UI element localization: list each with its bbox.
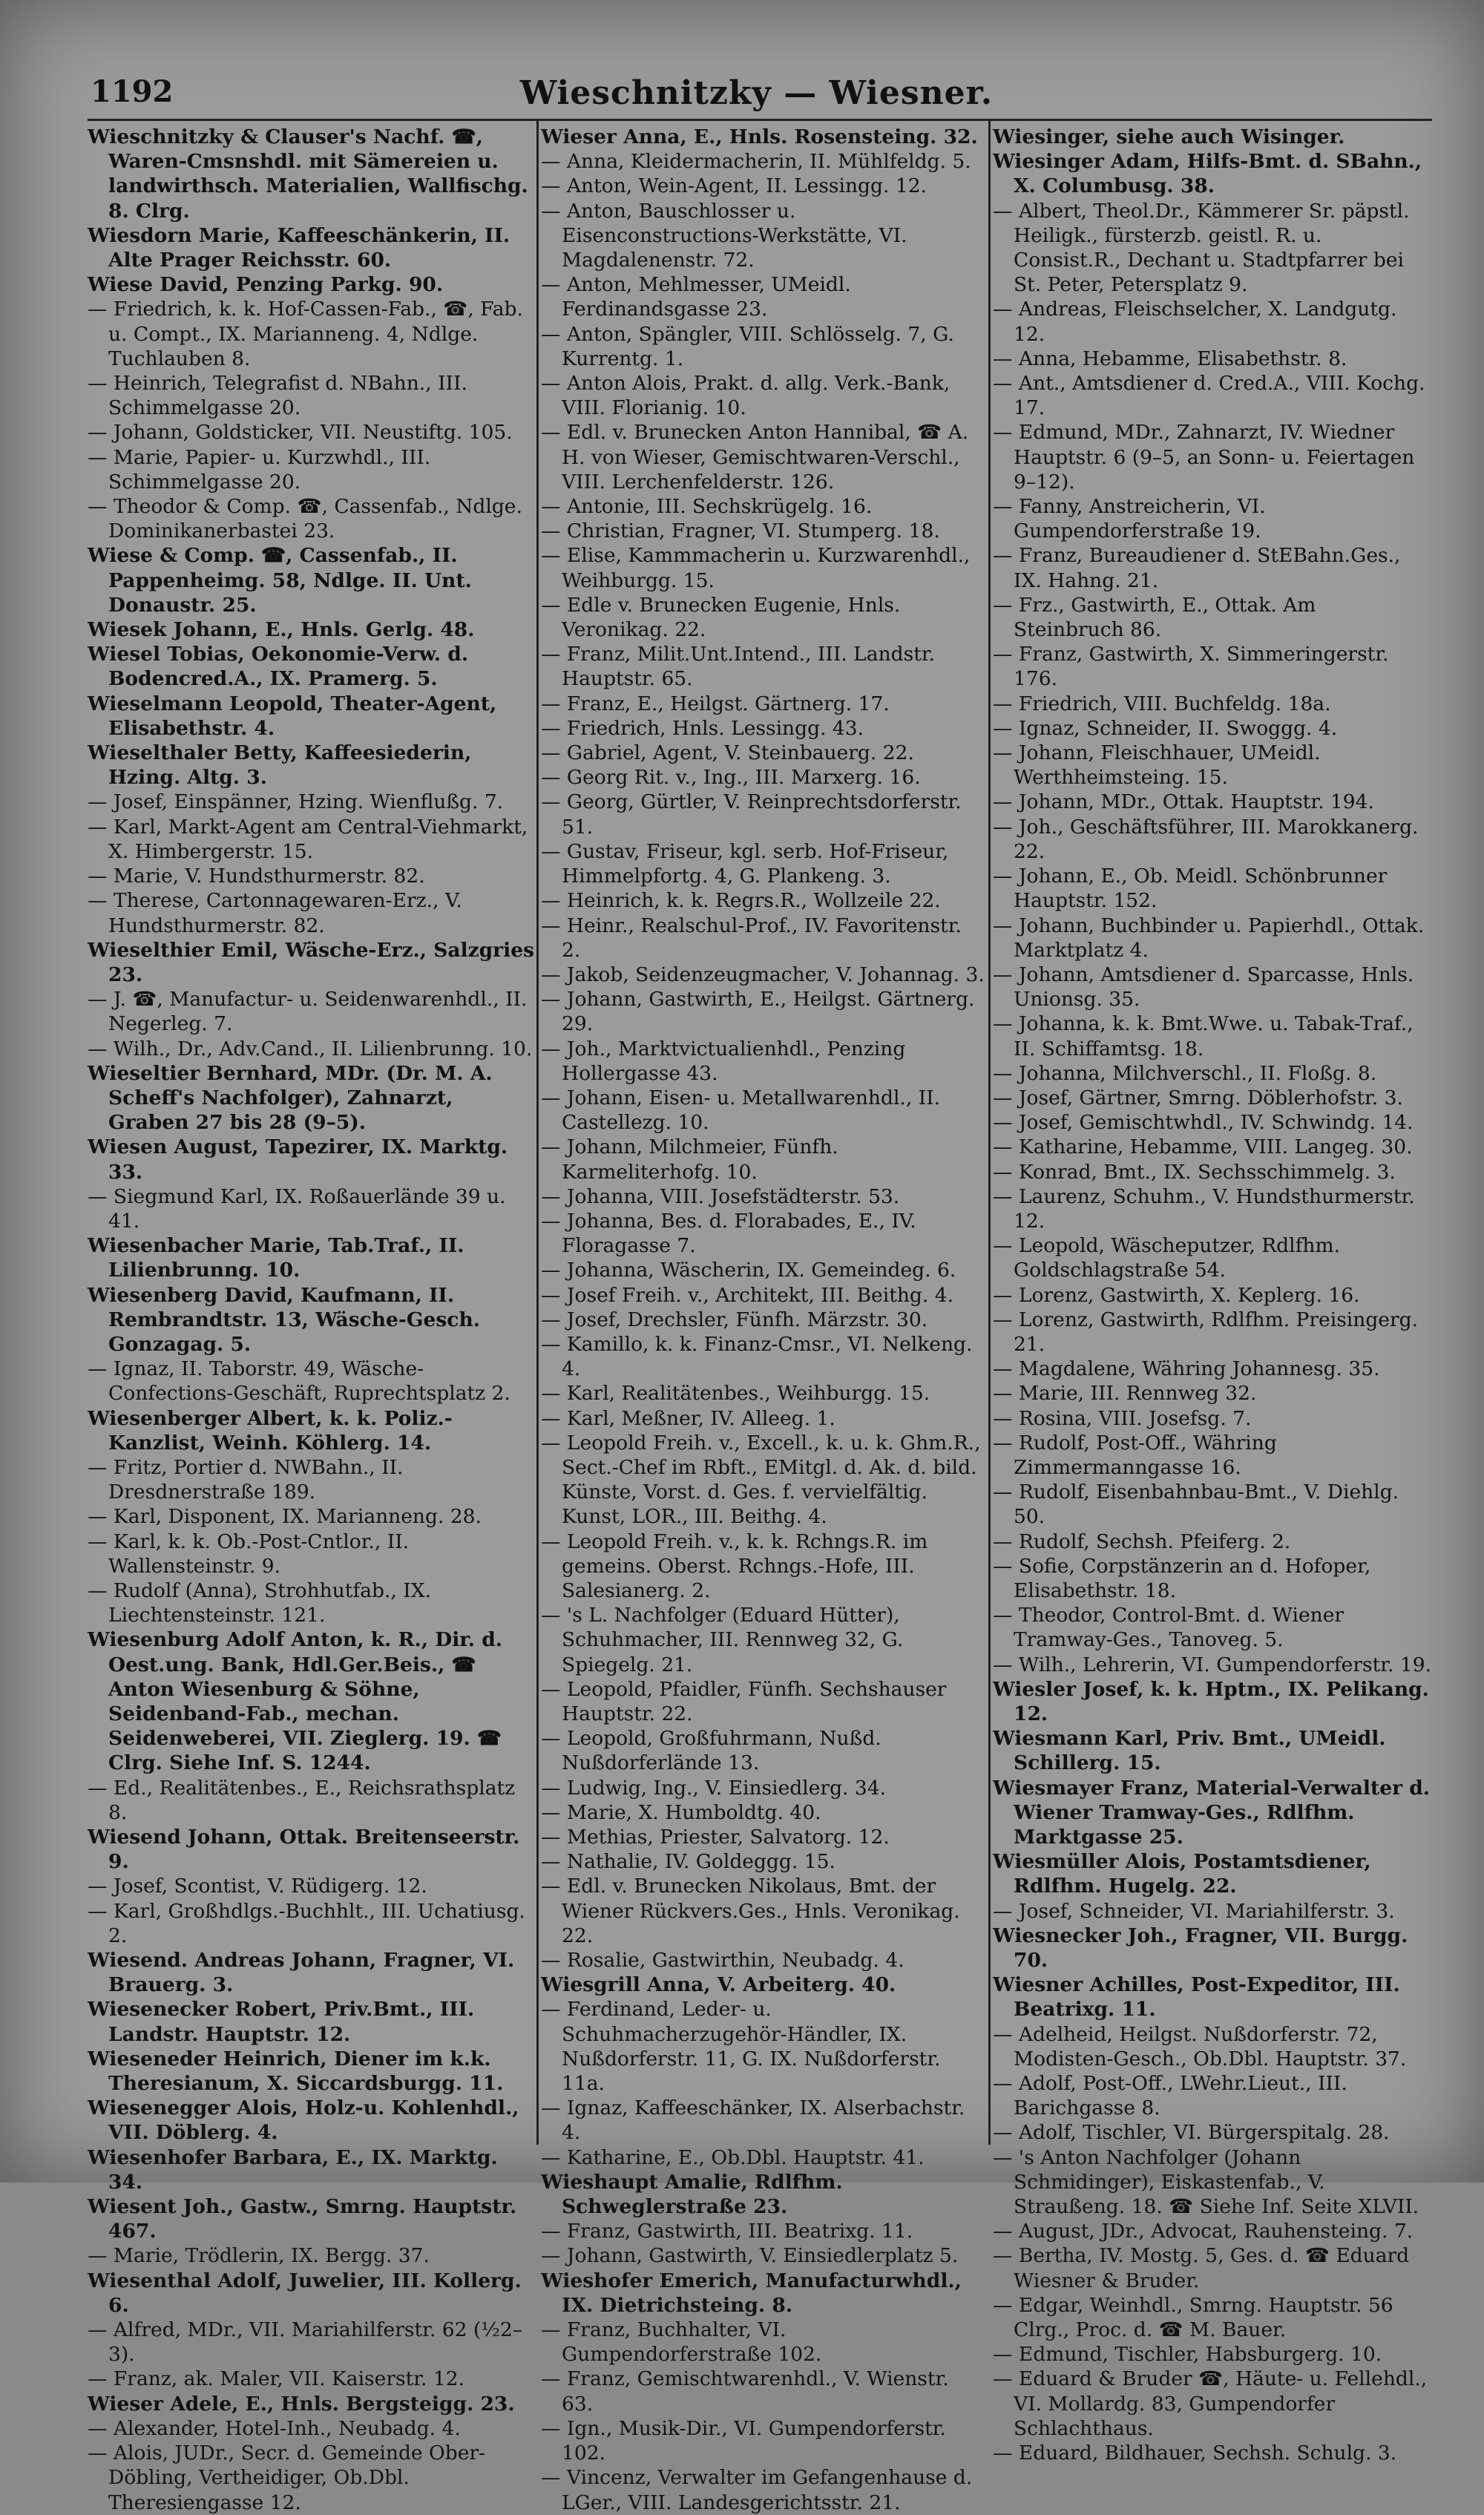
directory-entry: Wiesenhofer Barbara, E., IX. Marktg. 34. — [88, 2145, 498, 2194]
directory-entry: — Vincenz, Verwalter im Gefangenhause d. LGer., VIII. Landesgerichtsstr. 21. — [541, 2466, 973, 2514]
directory-entry: — Josef, Drechsler, Fünfh. Märzstr. 30. — [541, 1308, 928, 1331]
directory-entry: — Josef, Gärtner, Smrng. Döblerhofstr. 3. — [993, 1086, 1403, 1109]
directory-entry: Wiesinger, siehe auch Wisinger. — [993, 125, 1345, 148]
directory-entry: — Karl, Realitätenbes., Weihburgg. 15. — [541, 1382, 930, 1406]
directory-entry: — Josef, Gemischtwhdl., IV. Schwindg. 14. — [993, 1111, 1414, 1135]
directory-entry: — Bertha, IV. Mostg. 5, Ges. d. ☎ Eduard Wiesner & Bruder. — [993, 2244, 1410, 2292]
header-rule — [88, 119, 1432, 121]
directory-entry: — Edle v. Brunecken Eugenie, Hnls. Veronikag. 22. — [541, 593, 901, 642]
directory-entry: — 's Anton Nachfolger (Johann Schmidinger), Eiskastenfab., V. Straußeng. 18. ☎ Siehe Inf. Seite XLVII. — [993, 2145, 1419, 2219]
directory-entry: — Lorenz, Gastwirth, Rdlfhm. Preisingerg. 21. — [993, 1308, 1419, 1356]
directory-entry: Wieser Anna, E., Hnls. Rosensteing. 32. — [541, 125, 978, 148]
directory-entry: Wiesmann Karl, Priv. Bmt., UMeidl. Schillerg. 15. — [993, 1727, 1386, 1775]
directory-entry: Wiesmüller Alois, Postamtsdiener, Rdlfhm. Hugelg. 22. — [993, 1850, 1371, 1898]
directory-entry: — Georg Rit. v., Ing., III. Marxerg. 16. — [541, 766, 921, 790]
directory-entry: — Ludwig, Ing., V. Einsiedlerg. 34. — [541, 1776, 887, 1800]
directory-entry: — Karl, Meßner, IV. Alleeg. 1. — [541, 1406, 835, 1430]
directory-entry: — Josef Freih. v., Architekt, III. Beithg. 4. — [541, 1283, 954, 1307]
directory-entry: — Ed., Realitätenbes., E., Reichsrathsplatz 8. — [88, 1776, 516, 1824]
column-3 — [993, 125, 1432, 2465]
directory-entry: — Joh., Geschäftsführer, III. Marokkanerg. 22. — [993, 815, 1419, 863]
directory-entry: — Edmund, Tischler, Habsburgerg. 10. — [993, 2343, 1382, 2367]
directory-entry: Wiesnecker Joh., Fragner, VII. Burgg. 70. — [993, 1924, 1408, 1973]
directory-entry: — Heinrich, Telegrafist d. NBahn., III. Schimmelgasse 20. — [88, 372, 467, 420]
directory-entry: Wiesler Josef, k. k. Hptm., IX. Pelikang. 12. — [993, 1677, 1429, 1725]
directory-entry: — Friedrich, VIII. Buchfeldg. 18a. — [993, 692, 1331, 715]
directory-entry: Wiesenegger Alois, Holz-u. Kohlenhdl., VII. Döblerg. 4. — [88, 2096, 519, 2145]
directory-entry: Wieshaupt Amalie, Rdlfhm. Schweglerstraße 23. — [541, 2170, 843, 2219]
directory-entry: — Katharine, Hebamme, VIII. Langeg. 30. — [993, 1135, 1413, 1159]
column-divider-1 — [536, 119, 539, 2145]
directory-entry: — Frz., Gastwirth, E., Ottak. Am Steinbruch 86. — [993, 593, 1316, 642]
directory-entry: Wiesmayer Franz, Material-Verwalter d. Wiener Tramway-Ges., Rdlfhm. Marktgasse 25. — [993, 1776, 1431, 1849]
directory-entry: — Ign., Musik-Dir., VI. Gumpendorferstr. 102. — [541, 2416, 946, 2465]
directory-entry: Wieser Adele, E., Hnls. Bergsteigg. 23. — [88, 2392, 515, 2416]
directory-entry: — Johann, E., Ob. Meidl. Schönbrunner Hauptstr. 152. — [993, 865, 1388, 913]
directory-entry: — Johanna, Milchverschl., II. Floßg. 8. — [993, 1061, 1377, 1085]
directory-entry: — Anton Alois, Prakt. d. allg. Verk.-Bank, VIII. Florianig. 10. — [541, 372, 951, 420]
directory-entry: — Leopold Freih. v., k. k. Rchngs.R. im gemeins. Oberst. Rchngs.-Hofe, III. Salesianerg. 2. — [541, 1529, 928, 1602]
directory-entry: — Therese, Cartonnagewaren-Erz., V. Hundsthurmerstr. 82. — [88, 889, 462, 937]
directory-entry: — Gustav, Friseur, kgl. serb. Hof-Friseur, Himmelpfortg. 4, G. Plankeng. 3. — [541, 839, 949, 888]
directory-entry: — Johanna, k. k. Bmt.Wwe. u. Tabak-Traf., II. Schiffamtsg. 18. — [993, 1012, 1414, 1060]
directory-entry: — Laurenz, Schuhm., V. Hundsthurmerstr. 12. — [993, 1184, 1415, 1233]
directory-entry: — Edl. v. Brunecken Anton Hannibal, ☎ A. H. von Wieser, Gemischtwaren-Verschl., VIII. Lerchenfelderstr. 126. — [541, 421, 969, 494]
directory-entry: — Siegmund Karl, IX. Roßauerlände 39 u. 41. — [88, 1184, 506, 1233]
directory-entry: — Gabriel, Agent, V. Steinbauerg. 22. — [541, 741, 914, 765]
directory-entry: — Ant., Amtsdiener d. Cred.A., VIII. Kochg. 17. — [993, 372, 1425, 420]
directory-entry: Wiesenthal Adolf, Juwelier, III. Kollerg. 6. — [88, 2269, 522, 2317]
directory-entry: — Karl, Großhdlgs.-Buchhlt., III. Uchatiusg. 2. — [88, 1899, 525, 1947]
directory-entry: — Theodor, Control-Bmt. d. Wiener Tramway-Ges., Tanoveg. 5. — [993, 1604, 1345, 1652]
directory-entry: — Methias, Priester, Salvatorg. 12. — [541, 1826, 890, 1849]
directory-entry: — Josef, Scontist, V. Rüdigerg. 12. — [88, 1875, 427, 1898]
directory-entry: — Marie, V. Hundsthurmerstr. 82. — [88, 865, 425, 888]
directory-entry: Wiesgrill Anna, V. Arbeiterg. 40. — [541, 1973, 896, 1997]
directory-entry: — Joh., Marktvictualienhdl., Penzing Hollergasse 43. — [541, 1037, 906, 1085]
directory-entry: — Marie, III. Rennweg 32. — [993, 1382, 1257, 1406]
directory-entry: — Edgar, Weinhdl., Smrng. Hauptstr. 56 Clrg., Proc. d. ☎ M. Bauer. — [993, 2293, 1393, 2342]
directory-entry: — Leopold, Pfaidler, Fünfh. Sechshauser Hauptstr. 22. — [541, 1677, 947, 1725]
directory-entry: Wiesend. Andreas Johann, Fragner, VI. Brauerg. 3. — [88, 1949, 515, 1997]
directory-entry: — Rosalie, Gastwirthin, Neubadg. 4. — [541, 1949, 904, 1973]
directory-entry: Wieselthaler Betty, Kaffeesiederin, Hzing. Altg. 3. — [88, 741, 472, 790]
directory-entry: — J. ☎, Manufactur- u. Seidenwarenhdl., II. Negerleg. 7. — [88, 988, 528, 1036]
directory-entry: — Karl, Markt-Agent am Central-Viehmarkt, X. Himbergerstr. 15. — [88, 815, 528, 863]
directory-entry: — Ferdinand, Leder- u. Schuhmacherzugehör-Händler, IX. Nußdorferstr. 11, G. IX. Nußdorferstr. 11a. — [541, 1998, 941, 2096]
directory-entry: — Marie, X. Humboldtg. 40. — [541, 1800, 821, 1824]
directory-entry: — Rudolf, Eisenbahnbau-Bmt., V. Diehlg. 50. — [993, 1481, 1399, 1529]
directory-entry: — Anna, Hebamme, Elisabethstr. 8. — [993, 347, 1347, 370]
directory-entry: Wiese & Comp. ☎, Cassenfab., II. Pappenheimg. 58, Ndlge. II. Unt. Donaustr. 25. — [88, 544, 472, 617]
directory-entry: — Johann, Fleischhauer, UMeidl. Werthheimsteing. 15. — [993, 741, 1321, 790]
directory-entry: — Edmund, MDr., Zahnarzt, IV. Wiedner Hauptstr. 6 (9–5, an Sonn- u. Feiertagen 9–12). — [993, 421, 1415, 494]
directory-entry: — Adelheid, Heilgst. Nußdorferstr. 72, Modisten-Gesch., Ob.Dbl. Hauptstr. 37. — [993, 2022, 1407, 2070]
directory-entry: Wiesenburg Adolf Anton, k. R., Dir. d. Oest.ung. Bank, Hdl.Ger.Beis., ☎ Anton Wiesenburg & Söhne, Seidenband-Fab., mechan. Seidenweberei, VII. Zieglerg. 19. ☎ Clrg. Siehe Inf. S. 1244. — [88, 1628, 502, 1775]
directory-entry: — Anna, Kleidermacherin, II. Mühlfeldg. 5. — [541, 150, 971, 174]
directory-entry: — Franz, Milit.Unt.Intend., III. Landstr. Hauptstr. 65. — [541, 643, 936, 691]
directory-entry: — Heinr., Realschul-Prof., IV. Favoritenstr. 2. — [541, 914, 962, 962]
column-divider-2 — [988, 119, 991, 2145]
directory-entry: — Georg, Gürtler, V. Reinprechtsdorferstr. 51. — [541, 790, 962, 839]
directory-entry: — Anton, Wein-Agent, II. Lessingg. 12. — [541, 174, 927, 198]
directory-entry: Wiesner Achilles, Post-Expeditor, III. Beatrixg. 11. — [993, 1973, 1400, 2021]
directory-entry: Wiesend Johann, Ottak. Breitenseerstr. 9. — [88, 1826, 520, 1874]
column-2 — [541, 125, 985, 2514]
directory-entry: — Johann, Gastwirth, E., Heilgst. Gärtnerg. 29. — [541, 988, 975, 1036]
directory-entry: — Theodor & Comp. ☎, Cassenfab., Ndlge. Dominikanerbastei 23. — [88, 495, 522, 543]
directory-entry: — 's L. Nachfolger (Eduard Hütter), Schuhmacher, III. Rennweg 32, G. Spiegelg. 21. — [541, 1604, 904, 1676]
column-1 — [88, 125, 534, 2514]
directory-entry: Wiesen August, Tapezirer, IX. Marktg. 33. — [88, 1135, 508, 1184]
directory-entry: — Antonie, III. Sechskrügelg. 16. — [541, 495, 873, 519]
directory-entry: — Franz, ak. Maler, VII. Kaiserstr. 12. — [88, 2367, 464, 2391]
directory-entry: — Franz, Gastwirth, III. Beatrixg. 11. — [541, 2220, 913, 2243]
directory-entry: — Johann, Buchbinder u. Papierhdl., Ottak. Marktplatz 4. — [993, 914, 1425, 962]
directory-entry: — Josef, Einspänner, Hzing. Wienflußg. 7. — [88, 790, 504, 814]
directory-entry: — Heinrich, k. k. Regrs.R., Wollzeile 22. — [541, 889, 941, 913]
directory-entry: — Anton, Bauschlosser u. Eisenconstructions-Werkstätte, VI. Magdalenenstr. 72. — [541, 199, 907, 272]
directory-entry: Wiesenbacher Marie, Tab.Traf., II. Lilienbrunng. 10. — [88, 1234, 464, 1282]
directory-entry: — Marie, Trödlerin, IX. Bergg. 37. — [88, 2244, 430, 2268]
directory-entry: — Rudolf (Anna), Strohhutfab., IX. Liechtensteinstr. 121. — [88, 1578, 432, 1627]
directory-entry: — Jakob, Seidenzeugmacher, V. Johannag. 3. — [541, 963, 985, 986]
directory-entry: — Marie, Papier- u. Kurzwhdl., III. Schimmelgasse 20. — [88, 445, 431, 494]
directory-entry: — Johann, Amtsdiener d. Sparcasse, Hnls. Unionsg. 35. — [993, 963, 1414, 1011]
directory-entry: — Leopold, Wäscheputzer, Rdlfhm. Goldschlagstraße 54. — [993, 1234, 1341, 1282]
directory-entry: Wiesenberger Albert, k. k. Poliz.-Kanzlist, Weinh. Köhlerg. 14. — [88, 1406, 453, 1455]
directory-entry: Wiese David, Penzing Parkg. 90. — [88, 273, 444, 297]
directory-entry: — Ignaz, Schneider, II. Swoggg. 4. — [993, 716, 1338, 740]
directory-entry: — Johanna, Wäscherin, IX. Gemeindeg. 6. — [541, 1259, 956, 1282]
directory-entry: — Johanna, Bes. d. Florabades, E., IV. Floragasse 7. — [541, 1209, 916, 1258]
directory-entry: — Alois, JUDr., Secr. d. Gemeinde Ober-Döbling, Vertheidiger, Ob.Dbl. Theresiengasse 12. — [88, 2442, 486, 2514]
directory-entry: — Leopold, Großfuhrmann, Nußd. Nußdorferlände 13. — [541, 1727, 881, 1775]
directory-entry: — Wilh., Lehrerin, VI. Gumpendorferstr. 19. — [993, 1653, 1432, 1676]
directory-entry: — Franz, Gastwirth, X. Simmeringerstr. 176. — [993, 643, 1389, 691]
directory-entry: Wiesel Tobias, Oekonomie-Verw. d. Bodencred.A., IX. Pramerg. 5. — [88, 643, 469, 691]
directory-entry: — Anton, Mehlmesser, UMeidl. Ferdinandsgasse 23. — [541, 273, 851, 321]
directory-entry: — Anton, Spängler, VIII. Schlösselg. 7, G. Kurrentg. 1. — [541, 322, 954, 370]
directory-entry: — Adolf, Tischler, VI. Bürgerspitalg. 28. — [993, 2121, 1390, 2145]
directory-entry: — Alexander, Hotel-Inh., Neubadg. 4. — [88, 2416, 461, 2440]
directory-entry: — Magdalene, Währing Johannesg. 35. — [993, 1357, 1380, 1381]
directory-entry: — Johann, MDr., Ottak. Hauptstr. 194. — [993, 790, 1374, 814]
directory-entry: Wieshofer Emerich, Manufacturwhdl., IX. Dietrichsteing. 8. — [541, 2269, 962, 2317]
directory-entry: — Johanna, VIII. Josefstädterstr. 53. — [541, 1184, 900, 1208]
directory-entry: — Kamillo, k. k. Finanz-Cmsr., VI. Nelkeng. 4. — [541, 1332, 973, 1381]
directory-entry: — Eduard & Bruder ☎, Häute- u. Fellehdl., VI. Mollardg. 83, Gumpendorfer Schlachthaus. — [993, 2367, 1428, 2440]
directory-entry: — Alfred, MDr., VII. Mariahilferstr. 62 (½2–3). — [88, 2318, 523, 2367]
directory-entry: — Andreas, Fleischselcher, X. Landgutg. 12. — [993, 298, 1397, 346]
directory-entry: — Ignaz, Kaffeeschänker, IX. Alserbachstr. 4. — [541, 2096, 965, 2145]
directory-entry: — Sofie, Corpstänzerin an d. Hofoper, Elisabethstr. 18. — [993, 1554, 1371, 1602]
directory-entry: — Franz, E., Heilgst. Gärtnerg. 17. — [541, 692, 890, 715]
directory-entry: — Friedrich, Hnls. Lessingg. 43. — [541, 716, 864, 740]
page-title: Wieschnitzky — Wiesner. — [519, 74, 994, 112]
directory-entry: — Karl, k. k. Ob.-Post-Cntlor., II. Wallensteinstr. 9. — [88, 1529, 410, 1578]
directory-entry: — Fritz, Portier d. NWBahn., II. Dresdnerstraße 189. — [88, 1455, 404, 1504]
directory-entry: — Nathalie, IV. Goldeggg. 15. — [541, 1850, 835, 1874]
directory-entry: — Leopold Freih. v., Excell., k. u. k. Ghm.R., Sect.-Chef im Rbft., EMitgl. d. Ak. d. bild. Künste, Vorst. d. Ges. f. vervielfältig. Kunst, LOR., III. Beithg. 4. — [541, 1431, 981, 1529]
directory-entry: Wieschnitzky & Clauser's Nachf. ☎, Waren-Cmsnshdl. mit Sämereien u. landwirthsch. Materialien, Wallfischg. 8. Clrg. — [88, 125, 528, 223]
directory-entry: — Eduard, Bildhauer, Sechsh. Schulg. 3. — [993, 2442, 1397, 2465]
directory-entry: — Christian, Fragner, VI. Stumperg. 18. — [541, 519, 940, 543]
directory-entry: Wieselmann Leopold, Theater-Agent, Elisabethstr. 4. — [88, 692, 497, 740]
directory-entry: Wiesenberg David, Kaufmann, II. Rembrandtstr. 13, Wäsche-Gesch. Gonzagag. 5. — [88, 1283, 480, 1356]
directory-entry: Wieseltier Bernhard, MDr. (Dr. M. A. Scheff's Nachfolger), Zahnarzt, Graben 27 bis 28 (9–5). — [88, 1061, 493, 1135]
directory-entry: — Josef, Schneider, VI. Mariahilferstr. 3. — [993, 1899, 1395, 1923]
directory-entry: — Rosina, VIII. Josefsg. 7. — [993, 1406, 1252, 1430]
directory-entry: — Fanny, Anstreicherin, VI. Gumpendorferstraße 19. — [993, 495, 1266, 543]
directory-entry: Wieselthier Emil, Wäsche-Erz., Salzgries 23. — [88, 938, 534, 986]
directory-entry: — Elise, Kammmacherin u. Kurzwarenhdl., Weihburgg. 15. — [541, 544, 971, 592]
directory-entry: — Edl. v. Brunecken Nikolaus, Bmt. der Wiener Rückvers.Ges., Hnls. Veronikag. 22. — [541, 1875, 960, 1947]
directory-entry: — August, JDr., Advocat, Rauhensteing. 7. — [993, 2220, 1414, 2243]
directory-entry: — Rudolf, Post-Off., Währing Zimmermanngasse 16. — [993, 1431, 1277, 1479]
directory-entry: — Adolf, Post-Off., LWehr.Lieut., III. Barichgasse 8. — [993, 2072, 1347, 2120]
directory-entry: — Karl, Disponent, IX. Marianneng. 28. — [88, 1505, 482, 1529]
directory-entry: — Franz, Buchhalter, VI. Gumpendorferstraße 102. — [541, 2318, 822, 2367]
directory-entry: Wiesent Joh., Gastw., Smrng. Hauptstr. 467. — [88, 2195, 517, 2243]
directory-entry: Wiesdorn Marie, Kaffeeschänkerin, II. Alte Prager Reichsstr. 60. — [88, 223, 510, 272]
directory-entry: — Rudolf, Sechsh. Pfeiferg. 2. — [993, 1529, 1291, 1553]
directory-entry: — Konrad, Bmt., IX. Sechsschimmelg. 3. — [993, 1160, 1396, 1184]
directory-entry: — Franz, Gemischtwarenhdl., V. Wienstr. 63. — [541, 2367, 949, 2416]
directory-entry: — Ignaz, II. Taborstr. 49, Wäsche-Confections-Geschäft, Ruprechtsplatz 2. — [88, 1357, 510, 1406]
directory-entry: Wiesenecker Robert, Priv.Bmt., III. Landstr. Hauptstr. 12. — [88, 1998, 475, 2046]
directory-entry: — Wilh., Dr., Adv.Cand., II. Lilienbrunng. 10. — [88, 1037, 533, 1060]
directory-entry: — Johann, Gastwirth, V. Einsiedlerplatz 5. — [541, 2244, 959, 2268]
directory-entry: — Friedrich, k. k. Hof-Cassen-Fab., ☎, Fab. u. Compt., IX. Marianneng. 4, Ndlge. Tuchlauben 8. — [88, 298, 523, 370]
directory-entry: Wieseneder Heinrich, Diener im k.k. Theresianum, X. Siccardsburgg. 11. — [88, 2047, 504, 2096]
page-number: 1192 — [91, 74, 174, 109]
directory-entry: — Franz, Bureaudiener d. StEBahn.Ges., IX. Hahng. 21. — [993, 544, 1401, 592]
directory-entry: — Lorenz, Gastwirth, X. Keplerg. 16. — [993, 1283, 1360, 1307]
directory-entry: — Katharine, E., Ob.Dbl. Hauptstr. 41. — [541, 2145, 925, 2169]
directory-entry: Wiesinger Adam, Hilfs-Bmt. d. SBahn., X. Columbusg. 38. — [993, 150, 1422, 198]
directory-entry: Wiesek Johann, E., Hnls. Gerlg. 48. — [88, 618, 475, 642]
directory-entry: — Albert, Theol.Dr., Kämmerer Sr. päpstl. Heiligk., fürsterzb. geistl. R. u. Consist.R., Dechant u. Stadtpfarrer bei St. Peter, Petersplatz 9. — [993, 199, 1410, 297]
directory-entry: — Johann, Eisen- u. Metallwarenhdl., II. Castellezg. 10. — [541, 1086, 941, 1135]
directory-entry: — Johann, Milchmeier, Fünfh. Karmeliterhofg. 10. — [541, 1135, 838, 1184]
directory-entry: — Johann, Goldsticker, VII. Neustiftg. 105. — [88, 421, 513, 445]
